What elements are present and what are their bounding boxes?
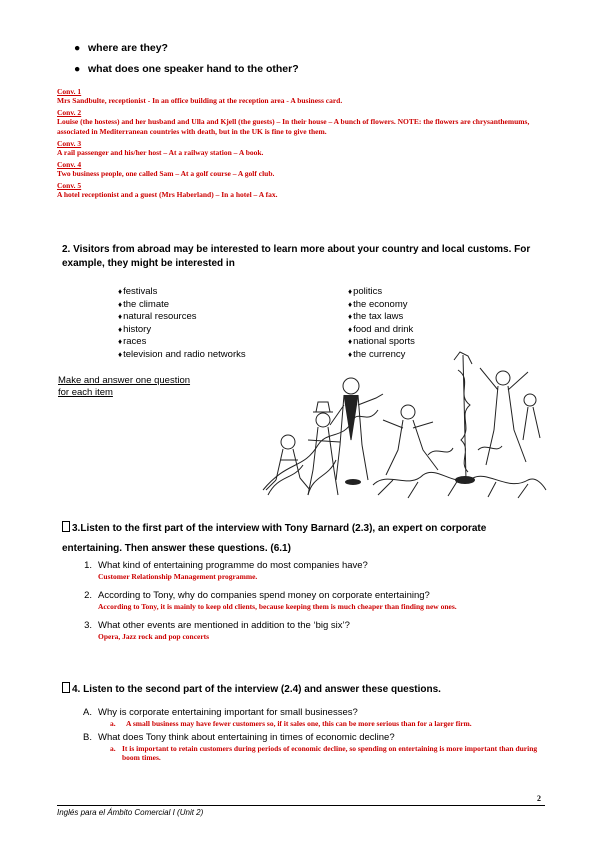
make-and-answer-instruction: Make and answer one question for each item xyxy=(58,375,191,398)
topic-item: ♦natural resources xyxy=(118,311,197,322)
section-3-heading: 3.Listen to the first part of the interview with Tony Barnard (2.3), an expert on corporate entertaining. Then answer these questions. (6.1) xyxy=(62,523,487,554)
topic-item: ♦the economy xyxy=(348,298,408,310)
answer-text: According to Tony, it is mainly to keep old clients, because keeping them is much cheaper than finding new ones. xyxy=(98,602,457,611)
question-item-b: B. What does Tony think about entertaining in times of economic decline? a. It is important to retain customers during periods of economic decline, so spending on entertaining is more important than during boom times. xyxy=(70,732,550,762)
question-item-1: 1. What kind of entertaining programme do most companies have? Customer Relationship Management programme. xyxy=(70,560,550,581)
section-4-items xyxy=(70,707,550,762)
conversation-answers xyxy=(57,87,547,200)
conversation-4: Conv. 4 Two business people, one called Sam – At a golf course – A golf club. xyxy=(57,160,275,178)
page-number: 2 xyxy=(537,794,541,803)
topic-item: ♦food and drink xyxy=(348,323,414,335)
conversation-5: Conv. 5 A hotel receptionist and a guest (Mrs Haberland) – In a hotel – A fax. xyxy=(57,181,278,199)
bullet-icon: ● xyxy=(74,42,81,54)
topic-item: ♦television and radio networks xyxy=(118,348,246,360)
topic-item: ♦races xyxy=(118,336,147,347)
answer-text: It is important to retain customers during periods of economic decline, so spending on entertaining is more important than during boom times. xyxy=(122,744,538,762)
question-item-3: 3. What other events are mentioned in addition to the ‘big six’? Opera, Jazz rock and pop concerts xyxy=(70,620,550,641)
conversation-1: Conv. 1 Mrs Sandbulte, receptionist - In an office building at the reception area - A business card. xyxy=(57,87,343,105)
topics-left-list xyxy=(118,286,246,361)
topic-item: ♦the climate xyxy=(118,298,170,310)
question-item-2: 2. According to Tony, why do companies spend money on corporate entertaining? According to Tony, it is mainly to keep old clients, because keeping them is much cheaper than finding new ones. xyxy=(70,590,550,611)
footer-text: Inglés para el Ámbito Comercial I (Unit 2) xyxy=(57,808,204,817)
topic-item: ♦history xyxy=(118,323,152,335)
question-item-a: A. Why is corporate entertaining important for small businesses? a. A small business may have fewer customers so, if it sales one, this can be more serious than for a larger firm. xyxy=(70,707,550,728)
section-4-heading: 4. Listen to the second part of the interview (2.4) and answer these questions. xyxy=(62,680,547,700)
footer-divider xyxy=(57,805,545,806)
conversation-2: Conv. 2 Louise (the hostess) and her husband and Ulla and Kjell (the guests) – In their house – A bunch of flowers. NOTE: the flowers are chrysanthemums, associated in Mediterranean countries with death, but in the UK is fine to give them. xyxy=(57,108,530,136)
topic-item: ♦the currency xyxy=(348,348,406,360)
topic-item: ♦festivals xyxy=(118,286,158,297)
answer-text: Opera, Jazz rock and pop concerts xyxy=(98,632,210,641)
answer-text: Customer Relationship Management programme. xyxy=(98,572,258,581)
conversation-3: Conv. 3 A rail passenger and his/her host – At a railway station – A book. xyxy=(57,139,264,157)
checkbox-icon xyxy=(62,521,70,532)
bullet-icon: ● xyxy=(74,63,81,75)
cartoon-illustration xyxy=(258,350,548,500)
section-2-heading: 2. Visitors from abroad may be interested to learn more about your country and local customs. For example, they might be interested in xyxy=(62,244,531,269)
answer-text: A small business may have fewer customers so, if it sales one, this can be more serious than for a larger firm. xyxy=(126,719,472,728)
checkbox-icon xyxy=(62,682,70,693)
topic-item: ♦the tax laws xyxy=(348,311,404,322)
intro-question-1: ● where are they? xyxy=(74,42,168,54)
topic-item: ♦politics xyxy=(348,286,383,297)
topic-item: ♦national sports xyxy=(348,336,415,347)
intro-question-2: ● what does one speaker hand to the other? xyxy=(74,63,299,75)
section-3-items xyxy=(70,560,550,641)
